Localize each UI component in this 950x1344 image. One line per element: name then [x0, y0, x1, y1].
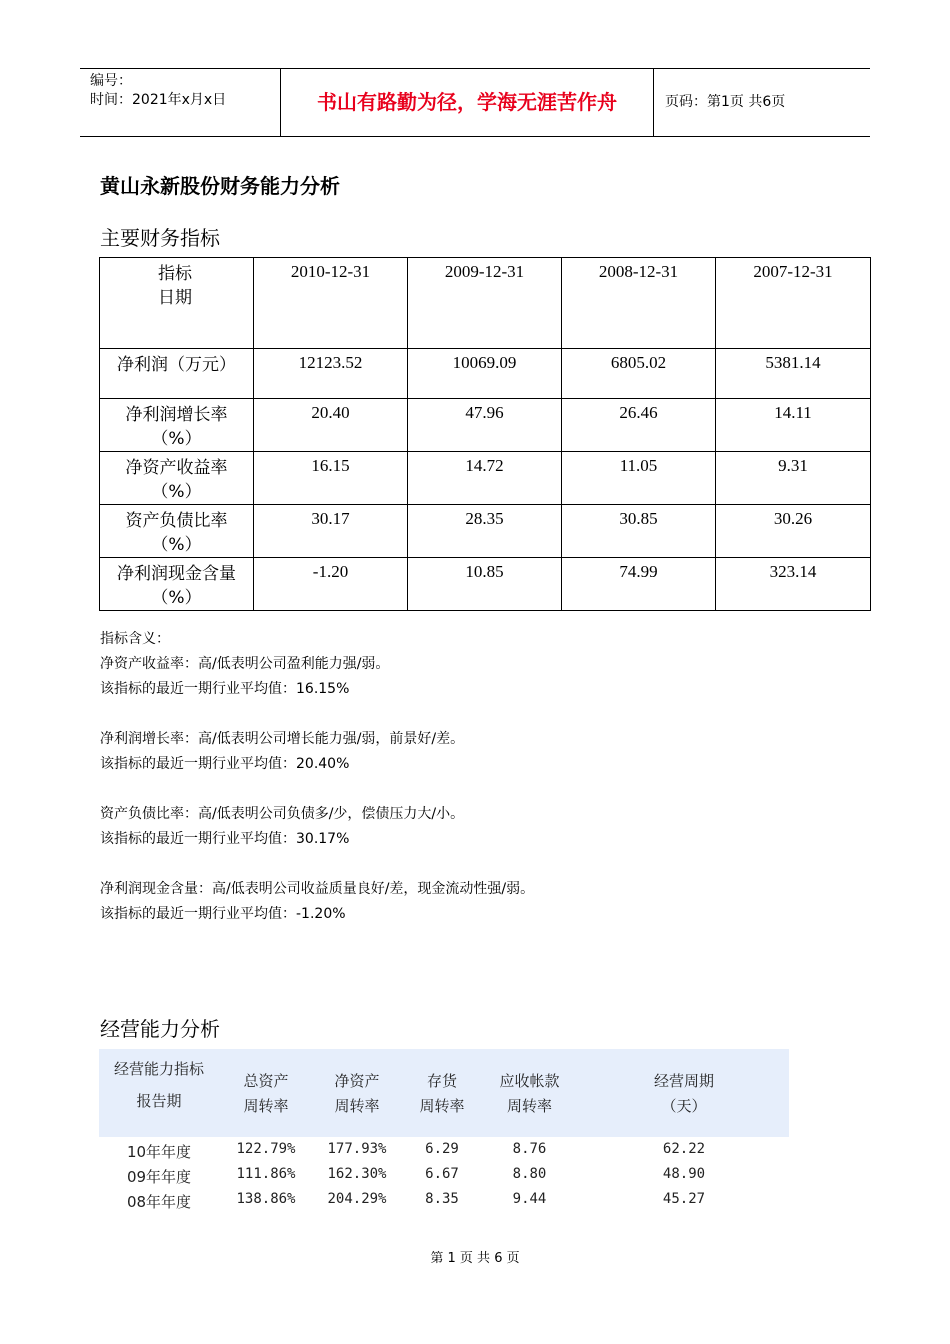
header-info-cell [80, 69, 281, 136]
table-row [100, 399, 871, 452]
table-header-row [100, 258, 871, 349]
table-cell: 45.27 [662, 1191, 706, 1207]
note-average: 该指标的最近一期行业平均值：20.40% [100, 756, 350, 772]
table-cell: 111.86% [236, 1166, 296, 1182]
note-average: 该指标的最近一期行业平均值：-1.20% [100, 906, 346, 922]
table-cell: 8.35 [425, 1191, 459, 1207]
period-label: 08年年度 [126, 1193, 192, 1211]
row-label [100, 452, 254, 505]
period-label: 10年年度 [126, 1143, 192, 1161]
column-header [402, 1069, 482, 1119]
row-label-line1: 净利润现金含量 [117, 564, 236, 584]
row-label-line2: （%） [151, 588, 202, 608]
table-cell: 177.93% [327, 1141, 387, 1157]
number-label: 编号： [90, 73, 132, 89]
table-row [100, 349, 871, 399]
section-title-financial-indicators: 主要财务指标 [100, 226, 220, 250]
table-cell: 9.44 [512, 1191, 547, 1207]
page-footer: 第 1 页 共 6 页 [430, 1251, 520, 1266]
column-header-line1: 总资产 [243, 1072, 289, 1090]
page-header [80, 68, 870, 137]
table-cell: 5381.14 [716, 349, 871, 399]
row-label-line1: 净资产收益率 [125, 458, 228, 478]
date-header: 2007-12-31 [716, 258, 871, 349]
corner-cell [100, 258, 254, 349]
row-label [100, 505, 254, 558]
note-meaning: 净利润增长率：高/低表明公司增长能力强/弱，前景好/差。 [100, 731, 465, 747]
table-row [100, 452, 871, 505]
column-header [482, 1069, 577, 1119]
note-meaning: 资产负债比率：高/低表明公司负债多/少，偿债压力大/小。 [100, 806, 465, 822]
column-header-line2: （天） [661, 1097, 707, 1115]
notes-heading: 指标含义： [100, 631, 170, 647]
table-cell: 6.67 [425, 1166, 459, 1182]
table-cell: 30.26 [716, 505, 871, 558]
note-average: 该指标的最近一期行业平均值：30.17% [100, 831, 350, 847]
operating-ability-table [99, 1049, 789, 1211]
column-header-line2: 周转率 [419, 1097, 465, 1115]
table-row [99, 1166, 789, 1190]
column-header-line2: 周转率 [243, 1097, 289, 1115]
corner-top-label: 经营能力指标 [113, 1060, 204, 1078]
row-label [100, 399, 254, 452]
table-cell: 30.17 [254, 505, 408, 558]
column-header [221, 1069, 311, 1119]
column-header [312, 1069, 402, 1119]
date-header: 2008-12-31 [562, 258, 716, 349]
column-header-line1: 存货 [426, 1072, 457, 1090]
row-label-line2: （%） [151, 535, 202, 555]
table-cell: 16.15 [254, 452, 408, 505]
table-cell: 10069.09 [408, 349, 562, 399]
date-header: 2009-12-31 [408, 258, 562, 349]
document-title: 黄山永新股份财务能力分析 [100, 174, 340, 198]
table-cell: 26.46 [562, 399, 716, 452]
table-cell: 12123.52 [254, 349, 408, 399]
row-label-line2: （%） [151, 429, 202, 449]
column-header [619, 1069, 749, 1119]
table-cell: 74.99 [562, 558, 716, 611]
table-row [100, 558, 871, 611]
table-cell: 8.80 [512, 1166, 547, 1182]
table-cell: 9.31 [716, 452, 871, 505]
column-header-line1: 经营周期 [653, 1072, 714, 1090]
time-label: 时间：2021年x月x日 [90, 92, 227, 108]
table-cell: 6805.02 [562, 349, 716, 399]
table-cell: 14.72 [408, 452, 562, 505]
table-cell: 20.40 [254, 399, 408, 452]
table-cell: 8.76 [512, 1141, 547, 1157]
slogan: 书山有路勤为径，学海无涯苦作舟 [281, 69, 654, 136]
column-header-line1: 净资产 [334, 1072, 380, 1090]
note-average: 该指标的最近一期行业平均值：16.15% [100, 681, 350, 697]
table-cell: 10.85 [408, 558, 562, 611]
table-cell: 6.29 [425, 1141, 459, 1157]
corner-bottom-label: 日期 [158, 288, 192, 308]
period-label: 09年年度 [126, 1168, 192, 1186]
table-cell: 62.22 [662, 1141, 706, 1157]
table-cell: 30.85 [562, 505, 716, 558]
row-label-line1: 资产负债比率 [125, 511, 228, 531]
section-title-operating-ability: 经营能力分析 [100, 1017, 220, 1041]
row-label [100, 558, 254, 611]
table-cell: 11.05 [562, 452, 716, 505]
table-cell: 47.96 [408, 399, 562, 452]
note-meaning: 净资产收益率：高/低表明公司盈利能力强/弱。 [100, 656, 390, 672]
column-header-line2: 周转率 [334, 1097, 380, 1115]
note-meaning: 净利润现金含量：高/低表明公司收益质量良好/差，现金流动性强/弱。 [100, 881, 535, 897]
corner-top-label: 指标 [158, 264, 192, 284]
row-label [100, 349, 254, 399]
corner-bottom-label: 报告期 [136, 1092, 182, 1110]
row-label-line2: （%） [151, 482, 202, 502]
table-row [99, 1191, 789, 1215]
table-cell: 28.35 [408, 505, 562, 558]
table-row [99, 1141, 789, 1165]
row-label-line1: 净利润（万元） [117, 355, 236, 375]
table-cell: 323.14 [716, 558, 871, 611]
financial-indicators-table [99, 257, 871, 611]
table-cell: -1.20 [254, 558, 408, 611]
column-header-line2: 周转率 [506, 1097, 552, 1115]
table-cell: 48.90 [662, 1166, 706, 1182]
table-cell: 14.11 [716, 399, 871, 452]
table-cell: 204.29% [327, 1191, 387, 1207]
table-cell: 138.86% [236, 1191, 296, 1207]
indicator-notes [100, 627, 534, 927]
column-header-line1: 应收帐款 [499, 1072, 560, 1090]
table-cell: 162.30% [327, 1166, 387, 1182]
page-code: 页码：第1页 共6页 [665, 94, 786, 110]
table-cell: 122.79% [236, 1141, 296, 1157]
row-label-line1: 净利润增长率 [125, 405, 228, 425]
date-header: 2010-12-31 [254, 258, 408, 349]
table-header [99, 1049, 789, 1137]
table-row [100, 505, 871, 558]
